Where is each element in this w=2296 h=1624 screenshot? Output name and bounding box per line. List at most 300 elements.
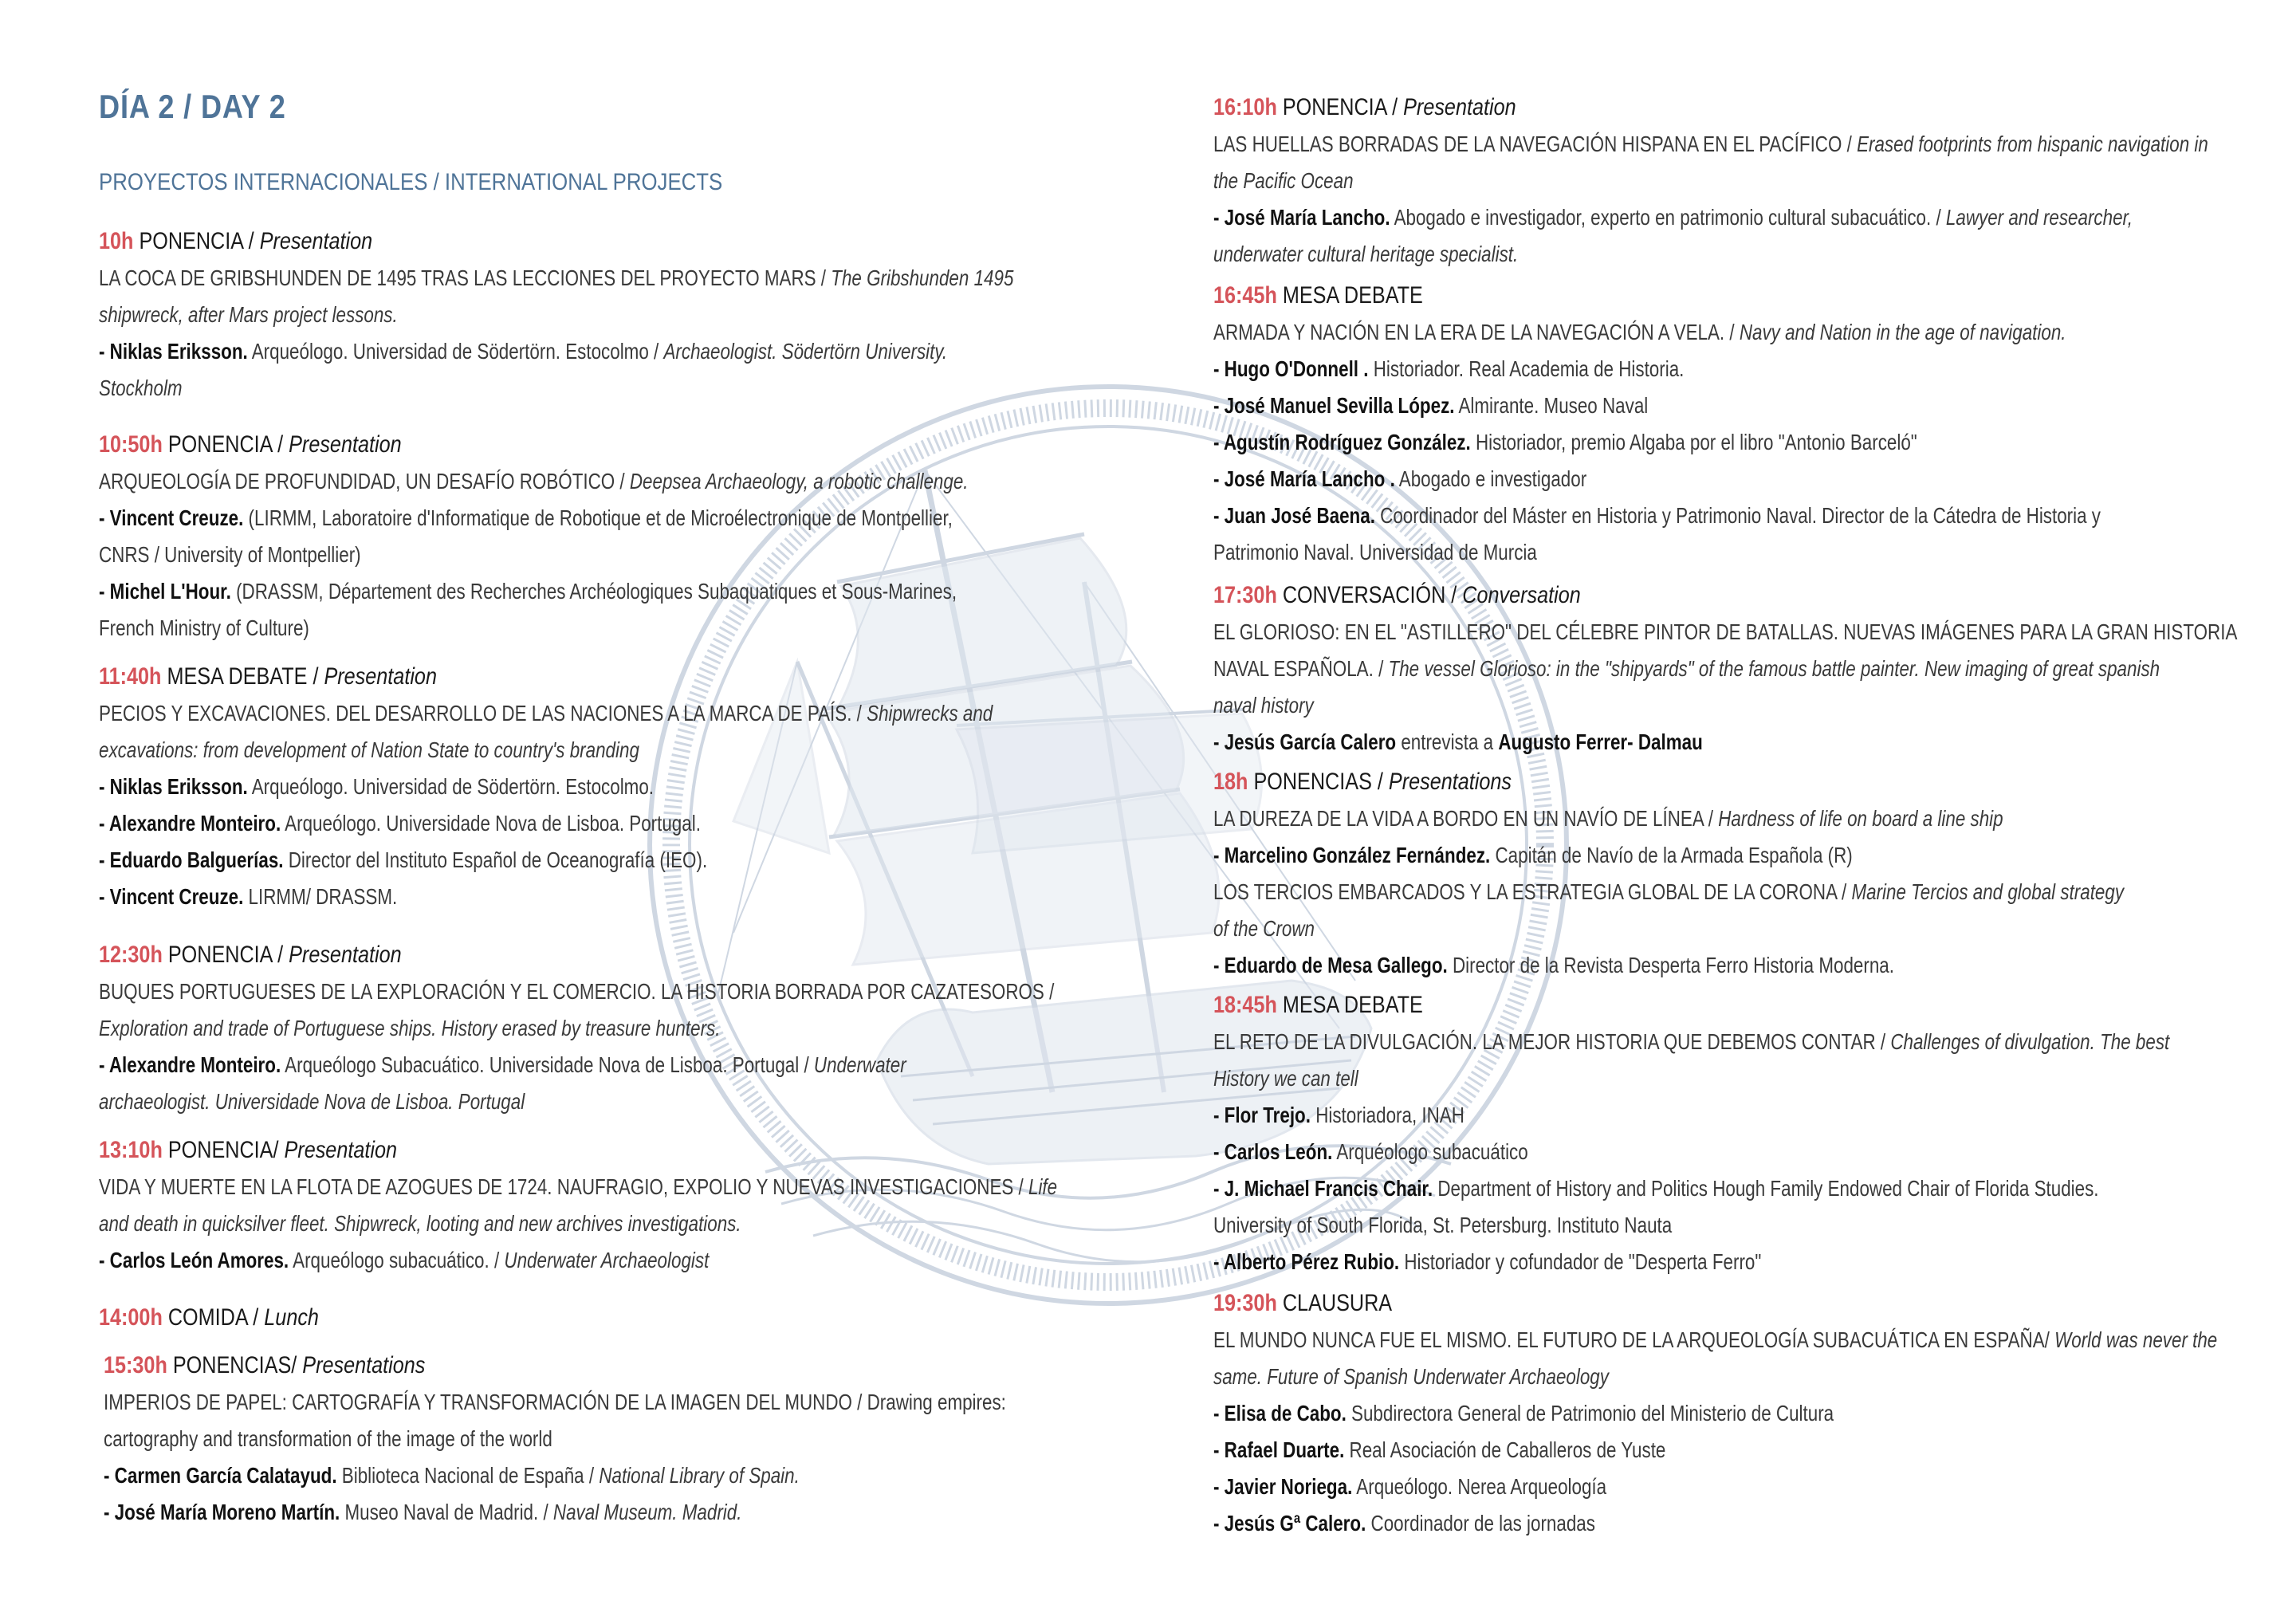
line-text [1213, 651, 2160, 687]
line-text [99, 573, 957, 610]
speaker-line [99, 333, 1242, 370]
spanish-text: LA COCA DE GRIBSHUNDEN DE 1495 TRAS LAS LECCIONES DEL PROYECTO MARS / [99, 265, 827, 290]
speaker-role: Capitán de Navío de la Armada Española (R) [1495, 843, 1853, 867]
session-type: MESA DEBATE [1282, 282, 1423, 309]
title-line [1213, 800, 2296, 837]
session-block [1213, 1285, 2296, 1542]
speaker-line [1213, 199, 2296, 236]
session-type-en: Presentations [1388, 769, 1512, 795]
session-block [1213, 987, 2296, 1280]
line-text [99, 1083, 525, 1120]
speaker-role: Abogado e investigador [1398, 466, 1587, 491]
title-line [99, 1083, 1293, 1120]
title-line [99, 463, 1185, 500]
session-time: 15:30h [104, 1352, 167, 1378]
speaker-name: - José María Lancho . [1213, 466, 1395, 491]
speaker-role: Almirante. Museo Naval [1458, 393, 1649, 418]
line-text [1213, 163, 1354, 199]
speaker-name: - Jesús Gª Calero. [1213, 1511, 1366, 1536]
english-text: Archaeologist. Södertörn University. [663, 339, 948, 364]
line-text [104, 1457, 800, 1494]
line-text [99, 1169, 1057, 1205]
session-header-text [99, 427, 402, 463]
spanish-text: EL GLORIOSO: EN EL "ASTILLERO" DEL CÉLEBRE PINTOR DE BATALLAS. NUEVAS IMÁGENES PARA LA GRAN HISTORIA [1213, 619, 2238, 644]
session-time: 19:30h [1213, 1290, 1277, 1316]
speaker-line [1213, 387, 2296, 424]
session-header [1213, 577, 2296, 614]
line-text [104, 1384, 1006, 1421]
line-text [1213, 687, 1314, 724]
session-type: MESA DEBATE [1282, 992, 1423, 1018]
speaker-name: - Jesús García Calero [1213, 729, 1397, 754]
speaker-line [1213, 1134, 2296, 1170]
line-text [1213, 236, 1518, 273]
session-type-en: Presentation [289, 431, 402, 458]
speaker-role: Historiadora, INAH [1315, 1103, 1464, 1127]
section-title: PROYECTOS INTERNACIONALES / INTERNATIONAL PROJECTS [99, 169, 723, 195]
session-block [99, 427, 1185, 647]
english-text: Life [1028, 1174, 1058, 1199]
session-type: PONENCIA/ [167, 1137, 279, 1163]
speaker-name: Augusto Ferrer- Dalmau [1498, 729, 1703, 754]
line-text [99, 500, 953, 537]
line-text [99, 695, 993, 732]
session-header-text [1213, 764, 1512, 800]
english-text: Underwater [813, 1052, 906, 1077]
session-block [1213, 89, 2296, 273]
speaker-role: Real Asociación de Caballeros de Yuste [1349, 1437, 1666, 1462]
session-header [99, 659, 1217, 695]
line-text [99, 769, 654, 805]
line-text [1213, 1322, 2217, 1359]
line-text [1213, 1134, 1528, 1170]
english-text: same. Future of Spanish Underwater Archaeology [1213, 1364, 1609, 1389]
english-text: Naval Museum. Madrid. [552, 1500, 742, 1524]
line-text [1213, 1469, 1606, 1505]
session-time: 18:45h [1213, 992, 1277, 1018]
speaker-name: - J. Michael Francis Chair. [1213, 1176, 1433, 1201]
english-text: The vessel Glorioso: in the "shipyards" of the famous battle painter. New imaging of great spanish [1388, 656, 2160, 681]
title-line [1213, 1207, 2296, 1244]
speaker-role: Arqueólogo. Universidade Nova de Lisboa. Portugal. [285, 811, 701, 836]
session-type-en: Conversation [1462, 582, 1581, 608]
session-block [1213, 577, 2296, 761]
session-header-text [99, 223, 372, 260]
speaker-name: - José María Lancho. [1213, 205, 1390, 230]
line-text [99, 973, 1054, 1010]
title-line [99, 1169, 1297, 1205]
session-header-text [99, 1132, 397, 1169]
line-text [99, 333, 947, 370]
session-header-text [1213, 987, 1423, 1024]
spanish-text: BUQUES PORTUGUESES DE LA EXPLORACIÓN Y EL COMERCIO. LA HISTORIA BORRADA POR CAZATESOROS / [99, 979, 1055, 1004]
spanish-text: LOS TERCIOS EMBARCADOS Y LA ESTRATEGIA GLOBAL DE LA CORONA / [1213, 879, 1847, 904]
line-text [1213, 126, 2208, 163]
line-text [1213, 1207, 1672, 1244]
speaker-role: Arqueólogo. Universidad de Södertörn. Estocolmo / [251, 339, 659, 364]
title-line [1213, 1359, 2296, 1395]
session-type: MESA DEBATE / [167, 663, 319, 690]
speaker-name: - José María Moreno Martín. [104, 1500, 340, 1524]
speaker-role: Historiador. Real Academia de Historia. [1373, 356, 1685, 381]
line-text [1213, 800, 2003, 837]
speaker-line [1213, 1395, 2296, 1432]
speaker-line [104, 1457, 1232, 1494]
line-text [99, 1242, 709, 1279]
title-line [99, 260, 1242, 297]
speaker-name: - Niklas Eriksson. [99, 774, 248, 799]
english-text: shipwreck, after Mars project lessons. [99, 302, 398, 327]
english-text: The Gribshunden 1495 [831, 265, 1014, 290]
speaker-role: Arqueólogo. Universidad de Södertörn. Estocolmo. [251, 774, 655, 799]
english-text: the Pacific Ocean [1213, 168, 1354, 193]
line-text [1213, 1097, 1464, 1134]
title-line [1213, 614, 2296, 651]
english-text: archaeologist. Universidade Nova de Lisboa. Portugal [99, 1089, 525, 1114]
speaker-name: - Carmen García Calatayud. [104, 1463, 337, 1488]
session-type-en: Presentations [302, 1352, 426, 1378]
session-block [99, 1132, 1297, 1279]
session-type: PONENCIAS / [1253, 769, 1383, 795]
speaker-name: - Juan José Baena. [1213, 503, 1375, 528]
english-text: Stockholm [99, 376, 183, 400]
speaker-role: LIRMM/ DRASSM. [248, 884, 398, 909]
line-text [1213, 1505, 1595, 1542]
session-type: PONENCIA / [167, 942, 284, 968]
speaker-line [1213, 1505, 2296, 1542]
speaker-name: - Alexandre Monteiro. [99, 1052, 281, 1077]
spanish-text: NAVAL ESPAÑOLA. / [1213, 656, 1384, 681]
speaker-name: - Hugo O'Donnell . [1213, 356, 1369, 381]
speaker-name: - Carlos León. [1213, 1139, 1333, 1164]
session-type-en: Presentation [284, 1137, 397, 1163]
session-type: CLAUSURA [1282, 1290, 1393, 1316]
session-time: 10h [99, 228, 134, 254]
session-time: 17:30h [1213, 582, 1277, 608]
session-time: 14:00h [99, 1304, 163, 1331]
english-text: Underwater Archaeologist [504, 1248, 710, 1272]
session-type: PONENCIA / [167, 431, 284, 458]
session-time: 13:10h [99, 1137, 163, 1163]
speaker-role: Arqueólogo. Nerea Arqueología [1356, 1474, 1607, 1499]
line-text [1213, 497, 2101, 534]
session-header [1213, 89, 2296, 126]
line-text [1213, 1170, 2099, 1207]
english-text: Deepsea Archaeology, a robotic challenge. [629, 469, 969, 493]
speaker-line [1213, 947, 2296, 984]
line-text [99, 805, 701, 842]
speaker-line [1213, 724, 2296, 761]
line-text [1213, 351, 1684, 387]
spanish-text: CNRS / University of Montpellier) [99, 542, 361, 567]
line-text [99, 879, 397, 915]
spanish-text: IMPERIOS DE PAPEL: CARTOGRAFÍA Y TRANSFORMACIÓN DE LA IMAGEN DEL MUNDO / Drawing empires: [104, 1390, 1006, 1414]
line-text [1213, 1432, 1665, 1469]
spanish-text: cartography and transformation of the image of the world [104, 1426, 552, 1451]
session-type: COMIDA / [167, 1304, 259, 1331]
line-text [99, 842, 707, 879]
english-text: naval history [1213, 693, 1314, 718]
speaker-line [1213, 1097, 2296, 1134]
line-text [1213, 837, 1853, 874]
line-text [1213, 1359, 1609, 1395]
line-text [104, 1494, 741, 1531]
session-type-en: Presentation [289, 942, 402, 968]
session-block [104, 1347, 1232, 1531]
session-header [1213, 1285, 2296, 1322]
speaker-name: - Vincent Creuze. [99, 505, 244, 530]
line-text [1213, 199, 2133, 236]
speaker-line [1213, 1432, 2296, 1469]
session-time: 16:10h [1213, 94, 1277, 120]
line-text [1213, 1060, 1358, 1097]
speaker-name: - Elisa de Cabo. [1213, 1401, 1347, 1425]
session-header-text [99, 937, 402, 973]
line-text [99, 537, 361, 573]
english-text: underwater cultural heritage specialist. [1213, 242, 1519, 266]
session-header [1213, 277, 2296, 314]
spanish-text: PECIOS Y EXCAVACIONES. DEL DESARROLLO DE LAS NACIONES A LA MARCA DE PAÍS. / [99, 701, 862, 725]
line-text [1213, 724, 1703, 761]
speaker-role: Subdirectora General de Patrimonio del Ministerio de Cultura [1351, 1401, 1834, 1425]
speaker-role: Director del Instituto Español de Oceanografía (IEO). [288, 847, 708, 872]
session-header-text [1213, 277, 1423, 314]
speaker-role: Director de la Revista Desperta Ferro Historia Moderna. [1452, 953, 1894, 977]
line-text [99, 1205, 741, 1242]
speaker-role: Coordinador del Máster en Historia y Patrimonio Naval. Director de la Cátedra de Historia y [1380, 503, 2101, 528]
line-text [99, 260, 1013, 297]
title-line [99, 297, 1242, 333]
title-line [1213, 687, 2296, 724]
speaker-line [1213, 837, 2296, 874]
spanish-text: EL RETO DE LA DIVULGACIÓN. LA MEJOR HISTORIA QUE DEBEMOS CONTAR / [1213, 1029, 1886, 1054]
session-header [104, 1347, 1232, 1384]
speaker-name: - Alberto Pérez Rubio. [1213, 1249, 1400, 1274]
english-text: and death in quicksilver fleet. Shipwreck, looting and new archives investigations. [99, 1211, 741, 1236]
title-line [1213, 236, 2296, 273]
spanish-text: ARMADA Y NACIÓN EN LA ERA DE LA NAVEGACIÓN A VELA. / [1213, 320, 1735, 344]
speaker-name: - Flor Trejo. [1213, 1103, 1311, 1127]
session-type-en: Presentation [259, 228, 373, 254]
speaker-line [1213, 1469, 2296, 1505]
title-line [1213, 314, 2296, 351]
session-time: 11:40h [99, 663, 162, 690]
speaker-name: - Eduardo de Mesa Gallego. [1213, 953, 1448, 977]
english-text: History we can tell [1213, 1066, 1358, 1091]
session-header-text [99, 659, 437, 695]
speaker-name: - Vincent Creuze. [99, 884, 244, 909]
speaker-line [99, 769, 1217, 805]
session-block [99, 223, 1242, 407]
english-text: Hardness of life on board a line ship [1718, 806, 2003, 831]
speaker-role: (DRASSM, Département des Recherches Archéologiques Subaquatiques et Sous-Marines, [236, 579, 957, 604]
speaker-role: Museo Naval de Madrid. / [344, 1500, 548, 1524]
line-text [99, 610, 309, 647]
session-header [99, 1300, 361, 1336]
speaker-role: Department of History and Politics Hough Family Endowed Chair of Florida Studies. [1437, 1176, 2099, 1201]
title-line [99, 732, 1217, 769]
session-type: PONENCIA / [1282, 94, 1398, 120]
speaker-name: - Niklas Eriksson. [99, 339, 248, 364]
speaker-line [1213, 461, 2296, 497]
title-line [99, 973, 1293, 1010]
speaker-role: entrevista a [1401, 729, 1494, 754]
line-text [1213, 534, 1537, 571]
session-header [1213, 764, 2296, 800]
speaker-name: - Rafael Duarte. [1213, 1437, 1345, 1462]
speaker-name: - Carlos León Amores. [99, 1248, 289, 1272]
session-time: 12:30h [99, 942, 163, 968]
english-text: Navy and Nation in the age of navigation. [1739, 320, 2066, 344]
session-header [1213, 987, 2296, 1024]
session-header [99, 223, 1242, 260]
session-type: CONVERSACIÓN / [1282, 582, 1457, 608]
speaker-line [99, 573, 1185, 610]
title-line [1213, 1322, 2296, 1359]
line-text [99, 463, 969, 500]
line-text [1213, 424, 1917, 461]
speaker-role: Historiador, premio Algaba por el libro "Antonio Barceló" [1475, 430, 1917, 454]
line-text [1213, 1244, 1761, 1280]
title-line [99, 695, 1217, 732]
speaker-name: - Marcelino González Fernández. [1213, 843, 1491, 867]
line-text [99, 297, 398, 333]
speaker-name: - Javier Noriega. [1213, 1474, 1353, 1499]
speaker-role: Coordinador de las jornadas [1370, 1511, 1595, 1536]
spanish-text: LA DUREZA DE LA VIDA A BORDO EN UN NAVÍO DE LÍNEA / [1213, 806, 1713, 831]
line-text [99, 370, 183, 407]
speaker-role: Biblioteca Nacional de España / [341, 1463, 595, 1488]
speaker-role: (LIRMM, Laboratoire d'Informatique de Robotique et de Microélectronique de Montpellier, [248, 505, 953, 530]
spanish-text: EL MUNDO NUNCA FUE EL MISMO. EL FUTURO DE LA ARQUEOLOGÍA SUBACUÁTICA EN ESPAÑA/ [1213, 1327, 2050, 1352]
line-text [99, 732, 639, 769]
title-line [1213, 910, 2296, 947]
line-text [1213, 1395, 1834, 1432]
english-text: Shipwrecks and [867, 701, 993, 725]
line-text [1213, 874, 2124, 910]
english-text: World was never the [2054, 1327, 2218, 1352]
english-text: National Library of Spain. [599, 1463, 800, 1488]
line-text [1213, 947, 1894, 984]
title-line [1213, 1060, 2296, 1097]
speaker-line [1213, 351, 2296, 387]
session-block [1213, 277, 2296, 571]
title-line [1213, 1024, 2296, 1060]
spanish-text: University of South Florida, St. Petersburg. Instituto Nauta [1213, 1213, 1673, 1237]
session-header [99, 427, 1185, 463]
speaker-role: Arqueólogo subacuático. / [293, 1248, 500, 1272]
session-time: 18h [1213, 769, 1248, 795]
title-line [1213, 874, 2296, 910]
speaker-name: - Michel L'Hour. [99, 579, 231, 604]
speaker-name: - Alexandre Monteiro. [99, 811, 281, 836]
session-block [99, 937, 1293, 1120]
line-text [1213, 461, 1586, 497]
line-text [1213, 1024, 2169, 1060]
speaker-line [1213, 1244, 2296, 1280]
session-time: 10:50h [99, 431, 163, 458]
spanish-text: Patrimonio Naval. Universidad de Murcia [1213, 540, 1537, 564]
spanish-text: LAS HUELLAS BORRADAS DE LA NAVEGACIÓN HISPANA EN EL PACÍFICO / [1213, 132, 1852, 156]
line-text [1213, 314, 2066, 351]
speaker-line [99, 1047, 1293, 1083]
speaker-name: - Agustín Rodríguez González. [1213, 430, 1471, 454]
speaker-name: - Eduardo Balguerías. [99, 847, 284, 872]
speaker-role: Historiador y cofundador de "Desperta Ferro" [1404, 1249, 1762, 1274]
session-time: 16:45h [1213, 282, 1277, 309]
session-type-en: Presentation [324, 663, 437, 690]
speaker-role: Abogado e investigador, experto en patrimonio cultural subacuático. / [1394, 205, 1941, 230]
spanish-text: VIDA Y MUERTE EN LA FLOTA DE AZOGUES DE 1724. NAUFRAGIO, EXPOLIO Y NUEVAS INVESTIGACIONES / [99, 1174, 1024, 1199]
session-header [99, 1132, 1297, 1169]
line-text [1213, 387, 1648, 424]
english-text: excavations: from development of Nation State to country's branding [99, 737, 639, 762]
day-title: DÍA 2 / DAY 2 [99, 88, 286, 125]
session-header-text [99, 1300, 319, 1336]
title-line [1213, 126, 2296, 163]
speaker-line [99, 842, 1217, 879]
session-type-en: Presentation [1403, 94, 1516, 120]
english-text: Marine Tercios and global strategy [1851, 879, 2125, 904]
title-line [99, 610, 1185, 647]
title-line [99, 537, 1185, 573]
title-line [1213, 534, 2296, 571]
line-text [104, 1421, 552, 1457]
speaker-name: - José Manuel Sevilla López. [1213, 393, 1455, 418]
speaker-role: Arquéologo subacuático [1336, 1139, 1528, 1164]
english-text: Challenges of divulgation. The best [1890, 1029, 2170, 1054]
speaker-line [1213, 1170, 2296, 1207]
session-header-text [1213, 577, 1581, 614]
english-text: of the Crown [1213, 916, 1315, 941]
title-line [99, 1205, 1297, 1242]
english-text: Exploration and trade of Portuguese ships. History erased by treasure hunters. [99, 1016, 721, 1040]
speaker-line [1213, 424, 2296, 461]
session-header-text [104, 1347, 425, 1384]
english-text: Lawyer and researcher, [1945, 205, 2133, 230]
session-type-en: Lunch [264, 1304, 319, 1331]
english-text: Erased footprints from hispanic navigation in [1857, 132, 2208, 156]
title-line [104, 1421, 1232, 1457]
title-line [99, 1010, 1293, 1047]
spanish-text: ARQUEOLOGÍA DE PROFUNDIDAD, UN DESAFÍO ROBÓTICO / [99, 469, 625, 493]
session-header-text [1213, 1285, 1392, 1322]
session-block [99, 659, 1217, 915]
speaker-line [99, 879, 1217, 915]
line-text [1213, 614, 2237, 651]
speaker-role: Arqueólogo Subacuático. Universidade Nova de Lisboa. Portugal / [285, 1052, 809, 1077]
session-header-text [1213, 89, 1516, 126]
session-block [1213, 764, 2296, 984]
speaker-line [1213, 497, 2296, 534]
line-text [1213, 910, 1315, 947]
spanish-text: French Ministry of Culture) [99, 615, 309, 640]
title-line [99, 370, 1242, 407]
session-type: PONENCIAS/ [172, 1352, 297, 1378]
speaker-line [99, 500, 1185, 537]
speaker-line [99, 1242, 1297, 1279]
session-block [99, 1300, 361, 1336]
title-line [1213, 163, 2296, 199]
line-text [99, 1010, 720, 1047]
speaker-line [99, 805, 1217, 842]
session-type: PONENCIA / [139, 228, 254, 254]
title-line [104, 1384, 1232, 1421]
speaker-line [104, 1494, 1232, 1531]
title-line [1213, 651, 2296, 687]
session-header [99, 937, 1293, 973]
line-text [99, 1047, 906, 1083]
